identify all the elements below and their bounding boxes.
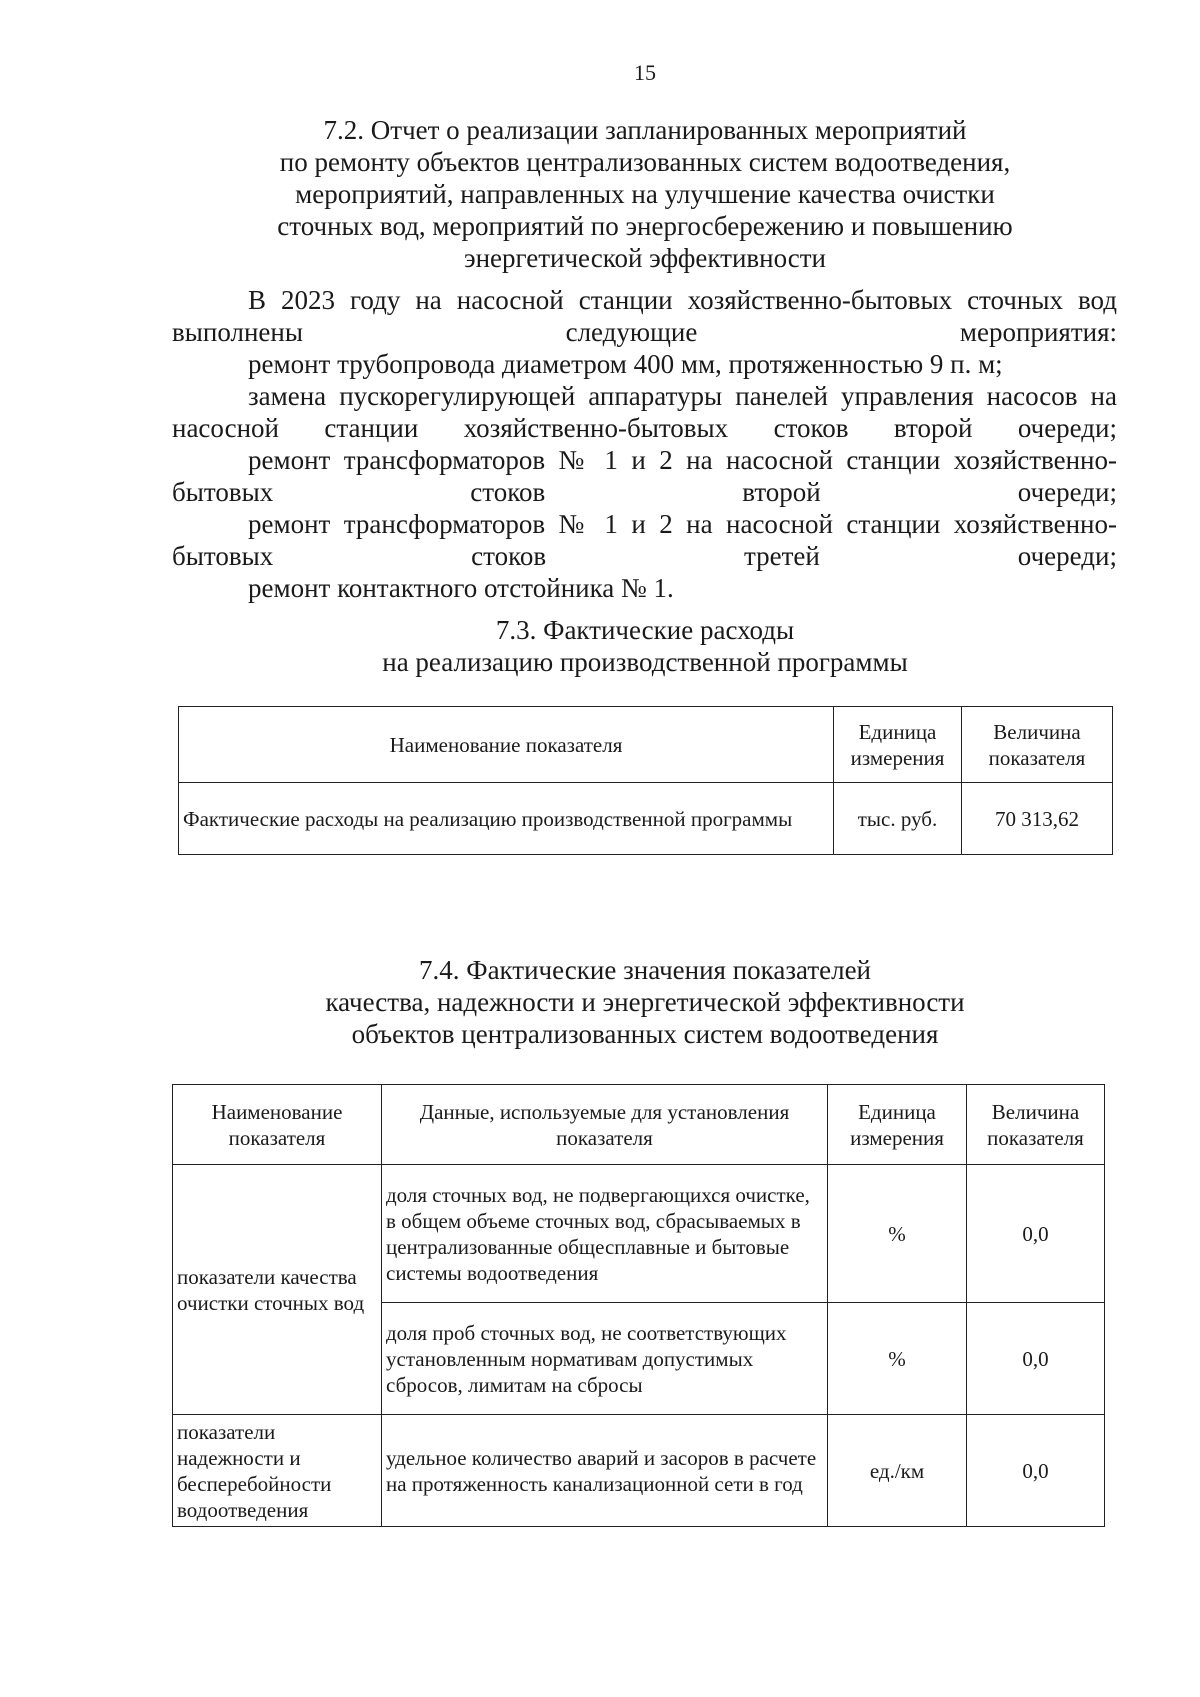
paragraph: ремонт контактного отстойника № 1. — [248, 573, 674, 603]
title-line: 7.3. Фактические расходы — [495, 615, 795, 645]
cell-group-name: показатели надежности и бесперебойности водоотведения — [173, 1415, 382, 1527]
section-7-3-title — [0, 614, 1200, 678]
cell-group-name: показатели качества очистки сточных вод — [173, 1165, 382, 1415]
cell-unit: % — [828, 1165, 967, 1303]
table-row — [173, 1165, 1105, 1303]
header-cell: Наименование показателя — [179, 707, 834, 783]
cell-value: 0,0 — [967, 1303, 1105, 1415]
section-7-2-title — [0, 114, 1200, 274]
cell-data: доля сточных вод, не подвергающихся очистке, в общем объеме сточных вод, сбрасываемых в централизованные общесплавные и бытовые системы водоотведения — [382, 1165, 828, 1303]
table-row — [179, 783, 1113, 855]
title-line: мероприятий, направленных на улучшение качества очистки — [295, 179, 995, 209]
cell-unit: тыс. руб. — [834, 783, 962, 855]
cell-name: Фактические расходы на реализацию производственной программы — [179, 783, 834, 855]
section-7-4-title — [0, 954, 1200, 1050]
title-line: энергетической эффективности — [464, 243, 826, 273]
table-row — [173, 1415, 1105, 1527]
section-7-2-body — [172, 284, 1117, 604]
paragraph: В 2023 году на насосной станции хозяйственно-бытовых сточных вод выполнены следующие мероприятия: — [172, 285, 1117, 347]
paragraph: ремонт трансформаторов № 1 и 2 на насосной станции хозяйственно-бытовых стоков третей очереди; — [172, 509, 1117, 571]
header-cell: Величина показателя — [967, 1085, 1105, 1165]
cell-value: 0,0 — [967, 1415, 1105, 1527]
title-line: сточных вод, мероприятий по энергосбережению и повышению — [277, 211, 1013, 241]
expenses-table — [178, 706, 1113, 855]
header-cell: Единица измерения — [834, 707, 962, 783]
cell-data: удельное количество аварий и засоров в расчете на протяженность канализационной сети в год — [382, 1415, 828, 1527]
paragraph: ремонт трансформаторов № 1 и 2 на насосной станции хозяйственно-бытовых стоков второй очереди; — [172, 445, 1117, 507]
title-line: 7.4. Фактические значения показателей — [418, 955, 872, 985]
title-line: на реализацию производственной программы — [382, 647, 908, 677]
cell-data: доля проб сточных вод, не соответствующих установленным нормативам допустимых сбросов, лимитам на сбросы — [382, 1303, 828, 1415]
paragraph: замена пускорегулирующей аппаратуры панелей управления насосов на насосной станции хозяйственно-бытовых стоков второй очереди; — [172, 381, 1117, 443]
title-line: объектов централизованных систем водоотведения — [351, 1019, 939, 1049]
header-cell: Данные, используемые для установления показателя — [382, 1085, 828, 1165]
table-header-row — [179, 707, 1113, 783]
header-cell: Наименование показателя — [173, 1085, 382, 1165]
header-cell: Величина показателя — [962, 707, 1113, 783]
title-line: 7.2. Отчет о реализации запланированных мероприятий — [323, 115, 967, 145]
cell-unit: % — [828, 1303, 967, 1415]
title-line: по ремонту объектов централизованных систем водоотведения, — [279, 147, 1011, 177]
table-header-row — [173, 1085, 1105, 1165]
page-number: 15 — [634, 60, 656, 85]
cell-unit: ед./км — [828, 1415, 967, 1527]
title-line: качества, надежности и энергетической эффективности — [325, 987, 965, 1017]
header-cell: Единица измерения — [828, 1085, 967, 1165]
cell-value: 70 313,62 — [962, 783, 1113, 855]
cell-value: 0,0 — [967, 1165, 1105, 1303]
paragraph: ремонт трубопровода диаметром 400 мм, протяженностью 9 п. м; — [248, 349, 1003, 379]
indicators-table — [172, 1084, 1105, 1527]
